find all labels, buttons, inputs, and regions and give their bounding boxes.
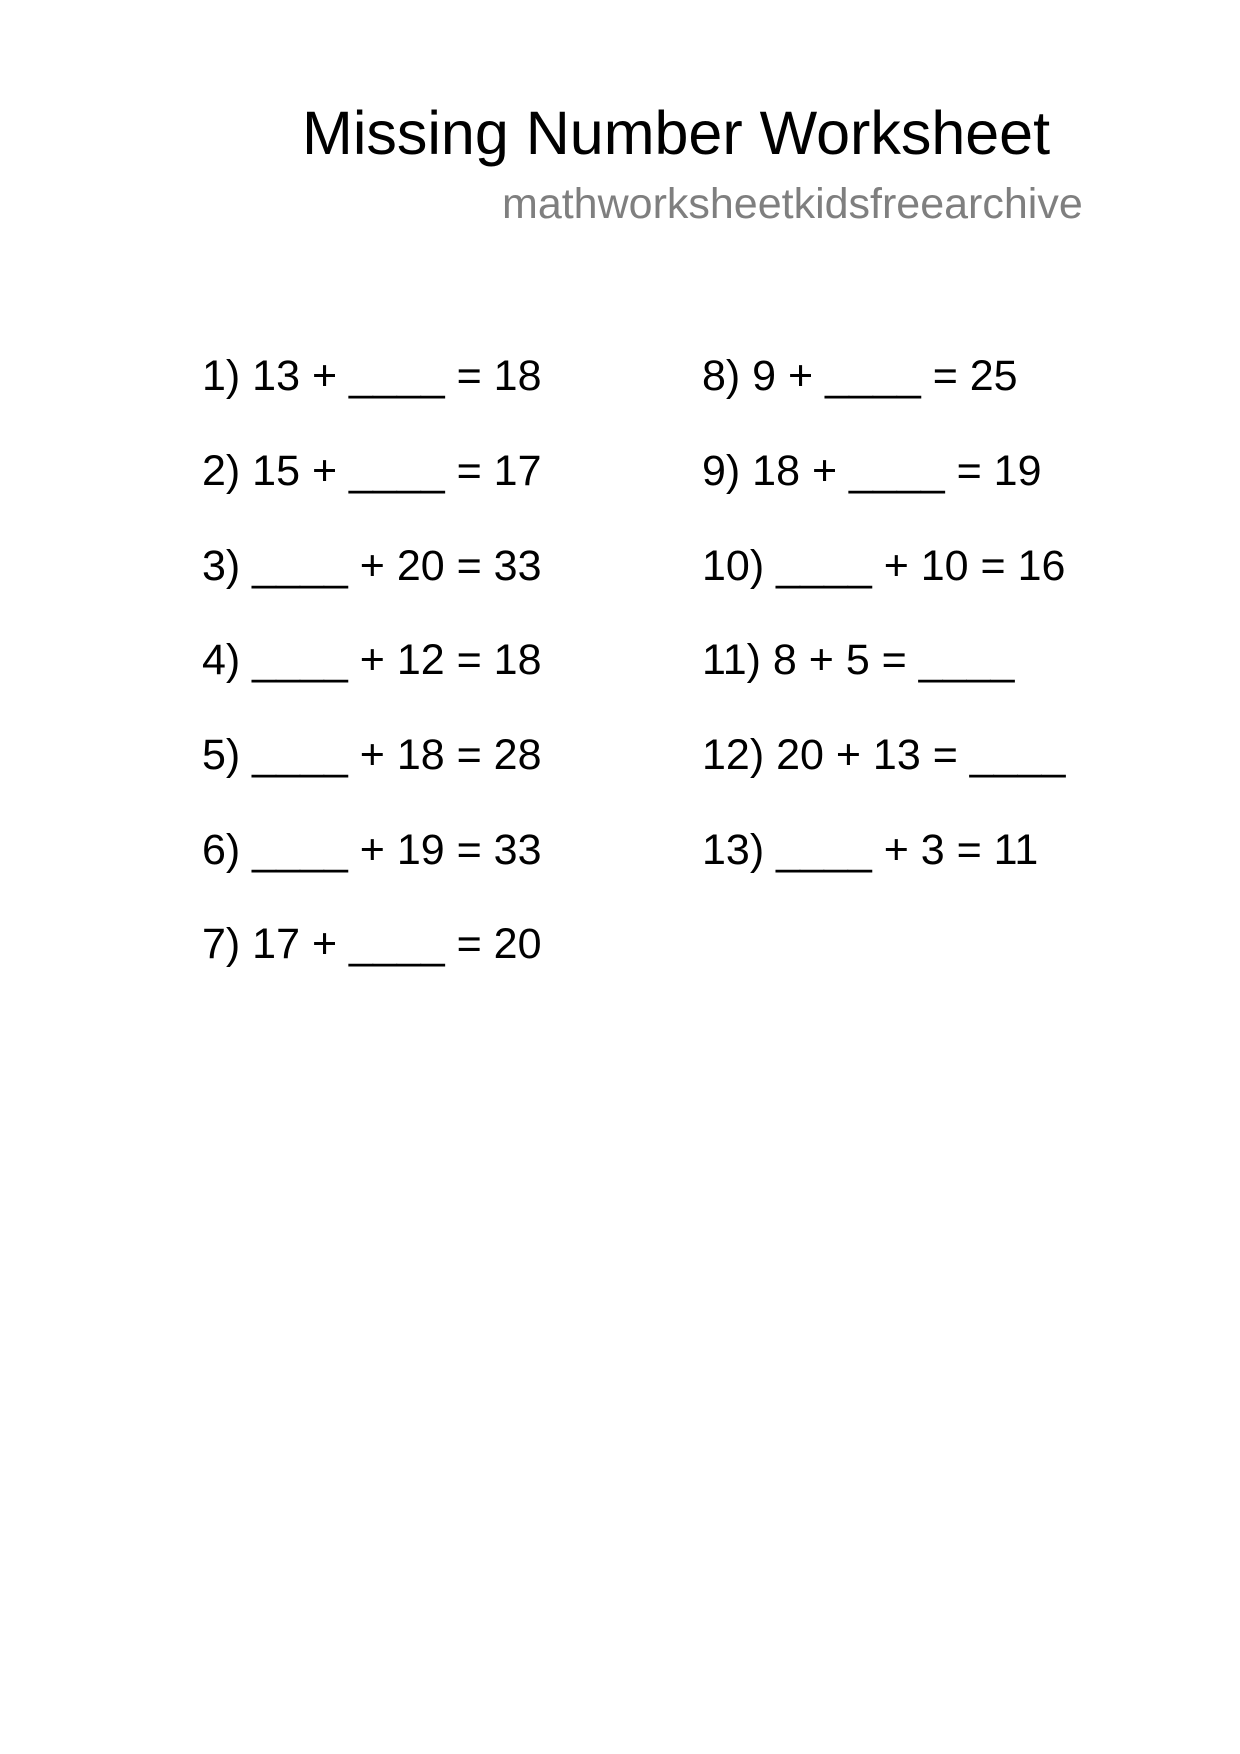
problem-1: 1) 13 + ____ = 18 (202, 352, 542, 400)
problem-9: 9) 18 + ____ = 19 (702, 447, 1042, 495)
problem-6: 6) ____ + 19 = 33 (202, 826, 542, 874)
problem-12: 12) 20 + 13 = ____ (702, 731, 1066, 779)
problem-5: 5) ____ + 18 = 28 (202, 731, 542, 779)
problem-2: 2) 15 + ____ = 17 (202, 447, 542, 495)
problem-13: 13) ____ + 3 = 11 (702, 826, 1039, 874)
problem-4: 4) ____ + 12 = 18 (202, 636, 542, 684)
problem-11: 11) 8 + 5 = ____ (702, 636, 1015, 684)
problem-7: 7) 17 + ____ = 20 (202, 920, 542, 968)
worksheet-title: Missing Number Worksheet (302, 99, 1051, 167)
worksheet-subtitle: mathworksheetkidsfreearchive (502, 180, 1083, 228)
problem-8: 8) 9 + ____ = 25 (702, 352, 1018, 400)
problem-10: 10) ____ + 10 = 16 (702, 542, 1066, 590)
problem-3: 3) ____ + 20 = 33 (202, 542, 542, 590)
